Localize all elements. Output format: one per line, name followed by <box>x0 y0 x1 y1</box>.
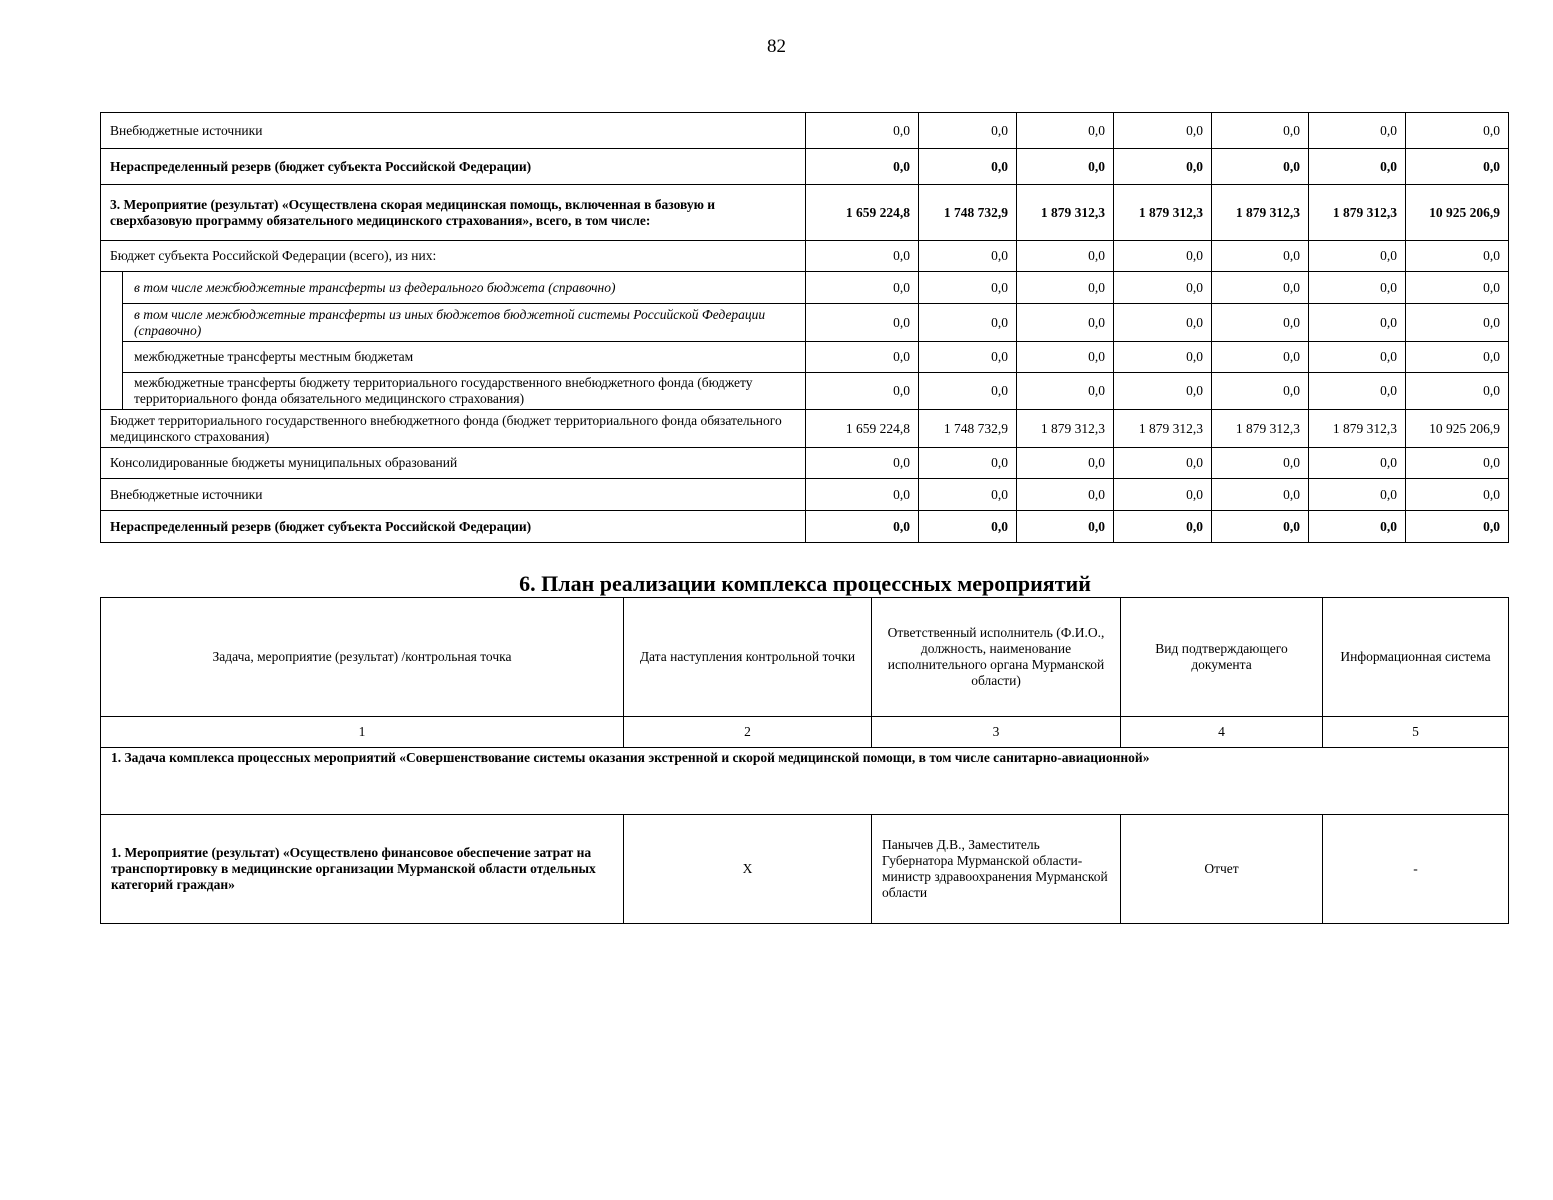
value-cell: 0,0 <box>806 511 919 543</box>
value-cell: 0,0 <box>806 272 919 304</box>
value-cell: 1 879 312,3 <box>1212 185 1309 241</box>
value-cell: 0,0 <box>1406 479 1509 511</box>
event-system: - <box>1323 815 1509 924</box>
value-cell: 0,0 <box>806 448 919 479</box>
value-cell: 0,0 <box>1212 241 1309 272</box>
task-row <box>101 748 1509 815</box>
value-cell: 0,0 <box>1406 304 1509 342</box>
table-row <box>101 272 1509 304</box>
value-cell: 0,0 <box>1114 511 1212 543</box>
column-header: Задача, мероприятие (результат) /контрольная точка <box>101 598 624 717</box>
value-cell: 0,0 <box>919 479 1017 511</box>
row-label: в том числе межбюджетные трансферты из федерального бюджета (справочно) <box>123 272 806 304</box>
value-cell: 0,0 <box>1309 511 1406 543</box>
column-number: 3 <box>872 717 1121 748</box>
value-cell: 0,0 <box>919 149 1017 185</box>
value-cell: 0,0 <box>806 113 919 149</box>
value-cell: 0,0 <box>1406 241 1509 272</box>
table-row <box>101 373 1509 410</box>
value-cell: 0,0 <box>919 241 1017 272</box>
value-cell: 0,0 <box>1309 272 1406 304</box>
table-row <box>101 511 1509 543</box>
value-cell: 0,0 <box>1114 448 1212 479</box>
column-header: Ответственный исполнитель (Ф.И.О., должность, наименование исполнительного органа Мурманской области) <box>872 598 1121 717</box>
value-cell: 0,0 <box>1017 272 1114 304</box>
value-cell: 0,0 <box>1212 149 1309 185</box>
row-label: Внебюджетные источники <box>101 479 806 511</box>
value-cell: 0,0 <box>1114 479 1212 511</box>
value-cell: 0,0 <box>919 448 1017 479</box>
value-cell: 0,0 <box>1212 448 1309 479</box>
value-cell: 1 659 224,8 <box>806 410 919 448</box>
finance-table <box>100 112 1509 543</box>
column-number: 1 <box>101 717 624 748</box>
indent-spacer <box>101 272 123 410</box>
value-cell: 0,0 <box>1212 113 1309 149</box>
column-header: Информационная система <box>1323 598 1509 717</box>
header-row <box>101 598 1509 717</box>
value-cell: 0,0 <box>806 373 919 410</box>
value-cell: 0,0 <box>1309 479 1406 511</box>
value-cell: 0,0 <box>1017 149 1114 185</box>
value-cell: 10 925 206,9 <box>1406 185 1509 241</box>
value-cell: 0,0 <box>919 113 1017 149</box>
value-cell: 0,0 <box>1017 304 1114 342</box>
table-row <box>101 342 1509 373</box>
row-label: Внебюджетные источники <box>101 113 806 149</box>
row-label: в том числе межбюджетные трансферты из иных бюджетов бюджетной системы Российской Федерации (справочно) <box>123 304 806 342</box>
event-row <box>101 815 1509 924</box>
plan-table <box>100 597 1509 924</box>
value-cell: 0,0 <box>1406 448 1509 479</box>
event-document: Отчет <box>1121 815 1323 924</box>
table-row <box>101 113 1509 149</box>
row-label: межбюджетные трансферты бюджету территориального государственного внебюджетного фонда (бюджету территориального фонда обязательного медицинского страхования) <box>123 373 806 410</box>
column-header: Дата наступления контрольной точки <box>624 598 872 717</box>
table-row <box>101 149 1509 185</box>
task-title: 1. Задача комплекса процессных мероприятий «Совершенствование системы оказания экстренной и скорой медицинской помощи, в том числе санитарно-авиационной» <box>101 748 1509 815</box>
value-cell: 0,0 <box>919 511 1017 543</box>
value-cell: 0,0 <box>1406 373 1509 410</box>
row-label: Нераспределенный резерв (бюджет субъекта Российской Федерации) <box>101 149 806 185</box>
value-cell: 1 879 312,3 <box>1017 410 1114 448</box>
row-label: Нераспределенный резерв (бюджет субъекта Российской Федерации) <box>101 511 806 543</box>
page-number: 82 <box>767 36 786 57</box>
table-row <box>101 410 1509 448</box>
value-cell: 0,0 <box>1406 113 1509 149</box>
table-row <box>101 185 1509 241</box>
value-cell: 0,0 <box>1212 272 1309 304</box>
value-cell: 0,0 <box>1017 342 1114 373</box>
value-cell: 10 925 206,9 <box>1406 410 1509 448</box>
value-cell: 0,0 <box>919 272 1017 304</box>
value-cell: 0,0 <box>1309 342 1406 373</box>
value-cell: 0,0 <box>1212 511 1309 543</box>
value-cell: 0,0 <box>1212 373 1309 410</box>
value-cell: 0,0 <box>1017 241 1114 272</box>
value-cell: 0,0 <box>1212 304 1309 342</box>
event-date: Х <box>624 815 872 924</box>
table-row <box>101 479 1509 511</box>
value-cell: 1 659 224,8 <box>806 185 919 241</box>
value-cell: 0,0 <box>919 304 1017 342</box>
column-number: 4 <box>1121 717 1323 748</box>
value-cell: 0,0 <box>1114 342 1212 373</box>
value-cell: 0,0 <box>919 342 1017 373</box>
value-cell: 0,0 <box>1309 113 1406 149</box>
value-cell: 1 879 312,3 <box>1114 185 1212 241</box>
value-cell: 0,0 <box>806 241 919 272</box>
value-cell: 0,0 <box>1114 241 1212 272</box>
value-cell: 0,0 <box>1406 272 1509 304</box>
row-label: Бюджет субъекта Российской Федерации (всего), из них: <box>101 241 806 272</box>
value-cell: 0,0 <box>1309 241 1406 272</box>
value-cell: 1 879 312,3 <box>1017 185 1114 241</box>
event-responsible: Панычев Д.В., Заместитель Губернатора Мурманской области-министр здравоохранения Мурманской области <box>872 815 1121 924</box>
value-cell: 1 748 732,9 <box>919 185 1017 241</box>
value-cell: 0,0 <box>1406 149 1509 185</box>
column-number: 5 <box>1323 717 1509 748</box>
value-cell: 0,0 <box>1017 479 1114 511</box>
row-label: межбюджетные трансферты местным бюджетам <box>123 342 806 373</box>
value-cell: 0,0 <box>806 479 919 511</box>
value-cell: 0,0 <box>1114 113 1212 149</box>
value-cell: 0,0 <box>1017 373 1114 410</box>
value-cell: 0,0 <box>1309 448 1406 479</box>
value-cell: 0,0 <box>806 304 919 342</box>
value-cell: 1 879 312,3 <box>1309 410 1406 448</box>
value-cell: 0,0 <box>1309 149 1406 185</box>
section-title: 6. План реализации комплекса процессных мероприятий <box>519 571 1091 596</box>
row-label: Бюджет территориального государственного внебюджетного фонда (бюджет территориального фонда обязательного медицинского страхования) <box>101 410 806 448</box>
column-header: Вид подтверждающего документа <box>1121 598 1323 717</box>
row-label: 3. Мероприятие (результат) «Осуществлена скорая медицинская помощь, включенная в базовую и сверхбазовую программу обязательного медицинского страхования», всего, в том числе: <box>101 185 806 241</box>
value-cell: 0,0 <box>806 149 919 185</box>
table-row <box>101 304 1509 342</box>
value-cell: 0,0 <box>1017 113 1114 149</box>
row-label: Консолидированные бюджеты муниципальных образований <box>101 448 806 479</box>
value-cell: 1 879 312,3 <box>1114 410 1212 448</box>
value-cell: 0,0 <box>1114 373 1212 410</box>
value-cell: 0,0 <box>1406 511 1509 543</box>
value-cell: 0,0 <box>919 373 1017 410</box>
table-row <box>101 448 1509 479</box>
event-name: 1. Мероприятие (результат) «Осуществлено финансовое обеспечение затрат на транспортировку в медицинские организации Мурманской области отдельных категорий граждан» <box>101 815 624 924</box>
value-cell: 0,0 <box>1017 448 1114 479</box>
table-row <box>101 241 1509 272</box>
value-cell: 0,0 <box>1114 272 1212 304</box>
value-cell: 0,0 <box>806 342 919 373</box>
value-cell: 1 879 312,3 <box>1309 185 1406 241</box>
value-cell: 0,0 <box>1212 342 1309 373</box>
column-number-row <box>101 717 1509 748</box>
value-cell: 1 879 312,3 <box>1212 410 1309 448</box>
value-cell: 0,0 <box>1309 304 1406 342</box>
column-number: 2 <box>624 717 872 748</box>
value-cell: 0,0 <box>1114 149 1212 185</box>
value-cell: 0,0 <box>1114 304 1212 342</box>
value-cell: 0,0 <box>1406 342 1509 373</box>
value-cell: 0,0 <box>1212 479 1309 511</box>
value-cell: 1 748 732,9 <box>919 410 1017 448</box>
value-cell: 0,0 <box>1309 373 1406 410</box>
value-cell: 0,0 <box>1017 511 1114 543</box>
